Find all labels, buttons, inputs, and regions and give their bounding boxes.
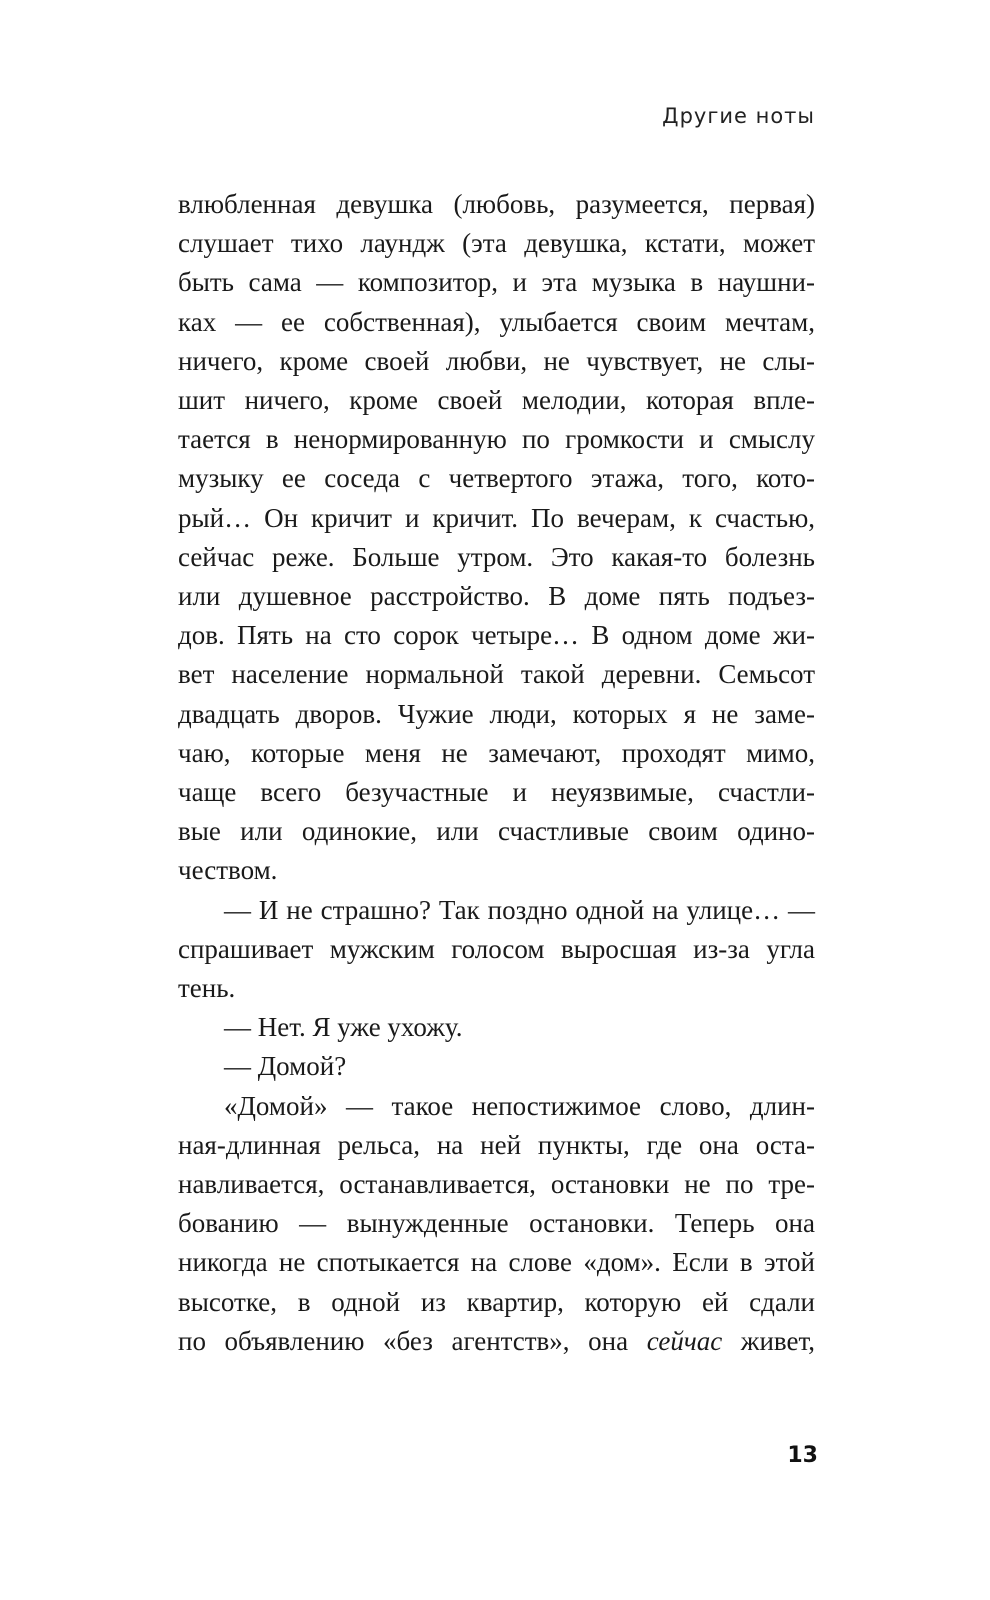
text-line: чаще всего безучастные и неуязвимые, счастли-: [178, 777, 815, 808]
text-line: чаю, которые меня не замечают, проходят мимо,: [178, 737, 815, 768]
text-line: двадцать дворов. Чужие люди, которых я не заме-: [178, 698, 815, 729]
text-line: «Домой» — такое непостижимое слово, длин-: [224, 1090, 815, 1121]
text-line: ная-длинная рельса, на ней пункты, где она оста-: [178, 1129, 815, 1160]
running-title: Другие ноты: [662, 104, 815, 128]
text-line: спрашивает мужским голосом выросшая из-за угла: [178, 933, 815, 964]
emphasis-word: сейчас: [646, 1325, 723, 1356]
final-line-end: живет,: [722, 1325, 815, 1356]
text-line: музыку ее соседа с четвертого этажа, того, кото-: [178, 463, 815, 494]
text-line: рый… Он кричит и кричит. По вечерам, к счастью,: [178, 502, 815, 533]
text-line: бованию — вынужденные остановки. Теперь она: [178, 1208, 815, 1239]
dialogue-line: — Домой?: [224, 1051, 347, 1082]
text-line: чеством.: [178, 855, 278, 886]
dialogue-line: — Нет. Я уже ухожу.: [224, 1012, 463, 1043]
text-line: высотке, в одной из квартир, которую ей сдали: [178, 1286, 815, 1317]
text-line: сейчас реже. Больше утром. Это какая-то болезнь: [178, 541, 815, 572]
text-line: тень.: [178, 973, 236, 1004]
page-number: 13: [787, 1443, 818, 1468]
text-line: влюбленная девушка (любовь, разумеется, первая): [178, 189, 815, 219]
text-line: ничего, кроме своей любви, не чувствует, не слы-: [178, 345, 815, 376]
body-text: [178, 185, 815, 1361]
text-line: вые или одинокие, или счастливые своим одино-: [178, 816, 815, 847]
text-line: вет население нормальной такой деревни. Семьсот: [178, 659, 815, 690]
text-line: ках — ее собственная), улыбается своим мечтам,: [178, 306, 815, 337]
text-line: никогда не спотыкается на слове «дом». Если в этой: [178, 1247, 815, 1278]
final-text-line: [178, 1322, 815, 1361]
final-line-start: по объявлению «без агентств», она: [178, 1325, 647, 1356]
text-line: навливается, останавливается, остановки не по тре-: [178, 1169, 815, 1200]
text-line: дов. Пять на сто сорок четыре… В одном доме жи-: [178, 620, 815, 651]
text-line: тается в ненормированную по громкости и смыслу: [178, 424, 815, 455]
text-line: или душевное расстройство. В доме пять подъез-: [178, 581, 815, 612]
text-line: шит ничего, кроме своей мелодии, которая впле-: [178, 385, 815, 416]
dialogue-line: — И не страшно? Так поздно одной на улице… —: [224, 894, 815, 925]
text-line: быть сама — композитор, и эта музыка в наушни-: [178, 267, 815, 298]
text-line: слушает тихо лаундж (эта девушка, кстати, может: [178, 228, 815, 259]
